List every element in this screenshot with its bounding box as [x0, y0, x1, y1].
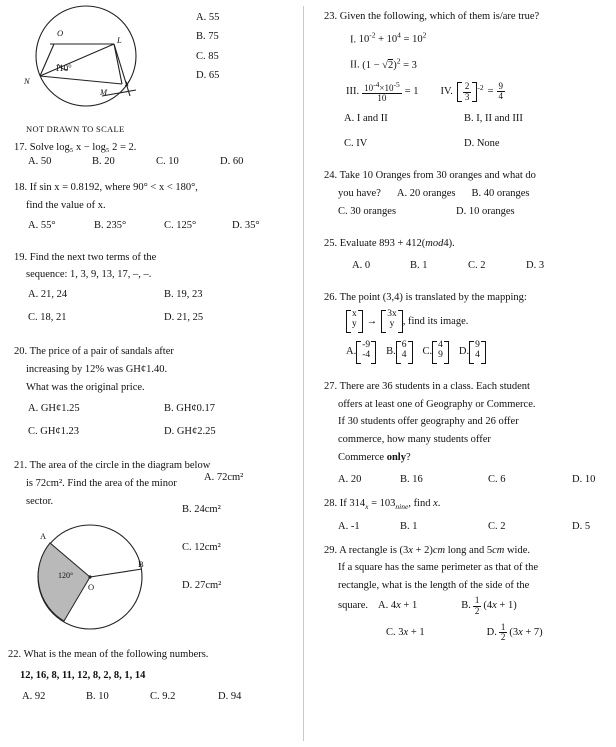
q22-option-a[interactable]: A. 92 — [22, 691, 46, 703]
q21-option-a[interactable]: A. 72cm² — [204, 472, 244, 484]
q27-option-c[interactable]: C. 6 — [488, 474, 506, 485]
q27-option-a[interactable]: A. 20 — [338, 474, 362, 485]
q26-map-3x: 3x — [387, 309, 397, 320]
q28-option-a[interactable]: A. -1 — [338, 520, 360, 532]
q29-option-d[interactable]: D. $\frac{1}{2}$ (3x + 7) — [486, 621, 543, 643]
question-24-body: Take 10 Oranges from 30 oranges and what do — [339, 170, 536, 182]
right-column — [312, 0, 616, 747]
q26-option-d-bottom: 4 — [475, 349, 480, 360]
question-25: 25. Evaluate 893 + 412(mod4). A. 0 B. 1 C. 2 D. 3 — [324, 235, 616, 276]
question-26: 26. The point (3,4) is translated by the mapping: x y → 3x y , find its image. A. -9 -4 B. 6 4 C. 4 9 D. 9 4 — [324, 289, 616, 363]
question-25-number: 25. — [324, 237, 338, 249]
q26-map-y2: y — [389, 319, 395, 330]
circle-figure-diagram — [18, 4, 193, 122]
q24-option-c[interactable]: C. 30 oranges — [338, 205, 397, 217]
question-24-body-2: you have? — [338, 187, 381, 199]
question-27 — [324, 378, 616, 489]
question-26-body: The point (3,4) is translated by the mapping: — [339, 292, 527, 304]
q26-map-y: y — [352, 319, 357, 330]
q29-option-a[interactable]: A. 4x + 1 — [378, 600, 418, 612]
question-21-body-3: sector. — [26, 495, 54, 507]
q21-option-d[interactable]: D. 27cm² — [182, 579, 222, 591]
q21-option-c[interactable]: C. 12cm² — [182, 541, 221, 553]
question-22-body: What is the mean of the following numbers. — [23, 648, 209, 660]
q20-option-c[interactable]: C. GH¢1.23 — [28, 426, 80, 438]
question-24-number: 24. — [324, 170, 338, 182]
q29-option-a-label: A. — [378, 600, 389, 612]
q18-option-c[interactable]: C. 125° — [164, 219, 197, 231]
question-27-body-3: If 30 students offer geography and 26 offer — [338, 416, 519, 428]
question-18-body: If sin x = 0.8192, where 90° < x < 180°, — [29, 182, 198, 193]
question-24 — [324, 167, 616, 221]
question-21 — [14, 457, 300, 637]
q29-option-c[interactable]: C. 3x + 1 — [386, 626, 425, 638]
q29-option-c-label: C. — [386, 626, 396, 638]
q23-statement-1-label: I. — [350, 34, 357, 46]
q25-option-c[interactable]: C. 2 — [468, 260, 486, 272]
question-19-body-2: sequence: 1, 3, 9, 13, 17, –, –. — [26, 269, 152, 281]
question-19-number: 19. — [14, 251, 28, 263]
figure-label-m: M — [100, 87, 108, 97]
figure-label-o: O — [57, 28, 64, 38]
q19-option-a[interactable]: A. 21, 24 — [28, 289, 68, 301]
q25-option-d[interactable]: D. 3 — [526, 260, 545, 272]
figure2-label-o: O — [88, 581, 95, 592]
q20-option-a[interactable]: A. GH¢1.25 — [28, 403, 80, 415]
question-22 — [8, 646, 300, 707]
question-22-number: 22. — [8, 648, 22, 660]
q23-statement-2-label: II. — [350, 59, 360, 71]
q28-option-b[interactable]: B. 1 — [400, 520, 418, 532]
q28-option-c[interactable]: C. 2 — [488, 520, 506, 532]
q26-map-x: x — [352, 309, 357, 320]
question-16-options — [196, 8, 219, 86]
q23-option-c[interactable]: C. IV — [344, 138, 368, 150]
question-18-number: 18. — [14, 182, 28, 193]
q26-option-b-label[interactable]: B. — [386, 346, 396, 358]
question-23-body: Given the following, which of them is/are true? — [339, 11, 540, 22]
sector-figure-diagram — [28, 517, 178, 637]
question-29: 29. A rectangle is (3x + 2)cm long and 5cm wide. If a square has the same perimeter as that of the rectangle, what is the length of the side of the square. A. 4x + 1 B. $\frac{1}{2}$ (4x + 1) C. 3x + 1 D. $\frac{1}{2}$ (3x + 7) — [324, 542, 616, 643]
question-17-number: 17. — [14, 142, 28, 153]
question-19 — [14, 249, 300, 327]
q27-option-b[interactable]: B. 16 — [400, 474, 423, 485]
q23-statement-3-4: III. $\frac{10^{-4}\times 10^{-5}}{10}$ = 1 IV. $\frac{2}{3}$ $^{-2}$ = $\frac{9}{4}$ — [346, 79, 504, 103]
question-29-number: 29. — [324, 544, 338, 556]
q27-option-d[interactable]: D. 10 — [572, 474, 596, 485]
q22-option-b[interactable]: B. 10 — [86, 691, 109, 703]
q19-option-c[interactable]: C. 18, 21 — [28, 312, 67, 324]
q21-option-b[interactable]: B. 24cm² — [182, 504, 221, 516]
figure2-label-b: B — [138, 558, 144, 569]
q20-option-d[interactable]: D. GH¢2.25 — [164, 426, 216, 438]
q23-option-b[interactable]: B. I, II and III — [464, 113, 523, 125]
q17-option-c[interactable]: C. 10 — [156, 156, 179, 167]
question-21-number: 21. — [14, 460, 28, 472]
q23-statement-4-label: IV. — [440, 86, 453, 98]
question-26-body-2: , find its image. — [402, 315, 469, 327]
option-d[interactable]: D. 65 — [196, 70, 220, 82]
q26-option-c-top: 4 — [438, 339, 443, 350]
q22-option-c[interactable]: C. 9.2 — [150, 691, 176, 703]
question-27-body-4: commerce, how many students offer — [338, 434, 491, 446]
question-18-body-2: find the value of x. — [26, 199, 106, 211]
question-21-body: The area of the circle in the diagram below — [29, 460, 211, 472]
question-27-body-2: offers at least one of Geography or Commerce. — [338, 398, 536, 410]
q26-option-d-label[interactable]: D. — [458, 346, 470, 358]
question-28-number: 28. — [324, 497, 338, 509]
q23-statement-2: II. $(1 - √2)^2 = 3$ — [350, 56, 417, 71]
q17-option-b[interactable]: B. 20 — [92, 156, 115, 167]
q18-option-a[interactable]: A. 55° — [28, 219, 56, 231]
option-b[interactable]: B. 75 — [196, 31, 219, 43]
q24-option-a[interactable]: A. 20 oranges — [396, 187, 456, 199]
question-29-body-3: rectangle, what is the length of the side of the — [338, 580, 530, 592]
question-27-body-5: Commerce only? — [338, 452, 411, 464]
option-c[interactable]: C. 85 — [196, 50, 219, 62]
q26-option-a-bottom: -4 — [362, 349, 371, 360]
figure-angle-110: 110° — [55, 63, 72, 73]
q25-option-a[interactable]: A. 0 — [352, 260, 371, 272]
q26-option-a-top: -9 — [362, 339, 371, 350]
question-21-body-2: is 72cm². Find the area of the minor — [26, 477, 177, 489]
q24-option-b[interactable]: B. 40 oranges — [471, 187, 530, 199]
q26-option-c-bottom: 9 — [438, 349, 443, 360]
q17-option-a[interactable]: A. 50 — [28, 156, 52, 167]
question-17 — [14, 142, 300, 167]
question-26-number: 26. — [324, 292, 338, 304]
q23-statement-3-label: III. — [346, 86, 360, 98]
q23-option-a[interactable]: A. I and II — [344, 113, 388, 125]
q18-option-b[interactable]: B. 235° — [94, 219, 127, 231]
q22-option-d[interactable]: D. 94 — [218, 691, 242, 703]
q17-option-d[interactable]: D. 60 — [220, 156, 244, 167]
question-23-number: 23. — [324, 11, 338, 22]
q28-option-d[interactable]: D. 5 — [572, 520, 591, 532]
question-20-body-3: What was the original price. — [26, 381, 145, 393]
question-19-body: Find the next two terms of the — [29, 251, 157, 263]
question-27-body: There are 36 students in a class. Each student — [339, 380, 530, 392]
figure2-label-a: A — [40, 530, 47, 541]
q23-option-d[interactable]: D. None — [464, 138, 500, 150]
question-20-body: The price of a pair of sandals after — [29, 345, 174, 357]
q20-option-b[interactable]: B. GH¢0.17 — [164, 403, 216, 415]
option-a[interactable]: A. 55 — [196, 12, 220, 23]
question-18 — [14, 179, 300, 235]
q26-option-b-bottom: 4 — [401, 349, 407, 360]
figure-label-x: x — [125, 78, 129, 88]
figure-label-n: N — [24, 76, 30, 86]
left-column — [0, 0, 300, 747]
q19-option-d[interactable]: D. 21, 25 — [164, 312, 204, 324]
question-21-options — [182, 501, 302, 615]
question-28: 28. If $314_x = 103_{nine}$, find x. A. -1 B. 1 C. 2 D. 5 — [324, 495, 616, 536]
q26-option-c-label[interactable]: C. — [422, 346, 433, 358]
question-22-data: 12, 16, 8, 11, 12, 8, 2, 8, 1, 14 — [20, 669, 146, 681]
question-20-body-2: increasing by 12% was GH¢1.40. — [26, 363, 168, 375]
question-23 — [324, 8, 616, 153]
question-27-number: 27. — [324, 380, 338, 392]
q26-option-d-top: 9 — [475, 339, 480, 350]
q29-option-b[interactable]: B. $\frac{1}{2}$ (4x + 1) — [461, 595, 517, 616]
figure-caption-not-drawn-to-scale: NOT DRAWN TO SCALE — [26, 124, 125, 134]
q18-option-d[interactable]: D. 35° — [232, 219, 260, 231]
question-29-body-2: If a square has the same perimeter as that of the — [338, 562, 538, 574]
question-20 — [14, 343, 300, 441]
column-divider — [303, 6, 304, 741]
q23-statement-1: I. $10^{-2} + 10^4 = 10^2$ — [350, 30, 427, 46]
q25-option-b[interactable]: B. 1 — [410, 260, 428, 272]
q26-option-a-label[interactable]: A. — [346, 346, 357, 358]
q29-option-d-label: D. — [486, 626, 497, 638]
figure2-angle-120: 120° — [58, 570, 74, 580]
question-17-text — [14, 142, 136, 153]
q24-option-d[interactable]: D. 10 oranges — [456, 205, 515, 217]
q29-option-b-label: B. — [461, 600, 471, 612]
question-17-body: Solve log₅ x − log₅ 2 = 2. — [29, 142, 137, 153]
figure-label-l: L — [117, 35, 122, 45]
q19-option-b[interactable]: B. 19, 23 — [164, 289, 203, 301]
question-29-body-4: square. — [338, 600, 369, 612]
question-20-number: 20. — [14, 345, 28, 357]
q26-option-b-top: 6 — [401, 339, 407, 350]
